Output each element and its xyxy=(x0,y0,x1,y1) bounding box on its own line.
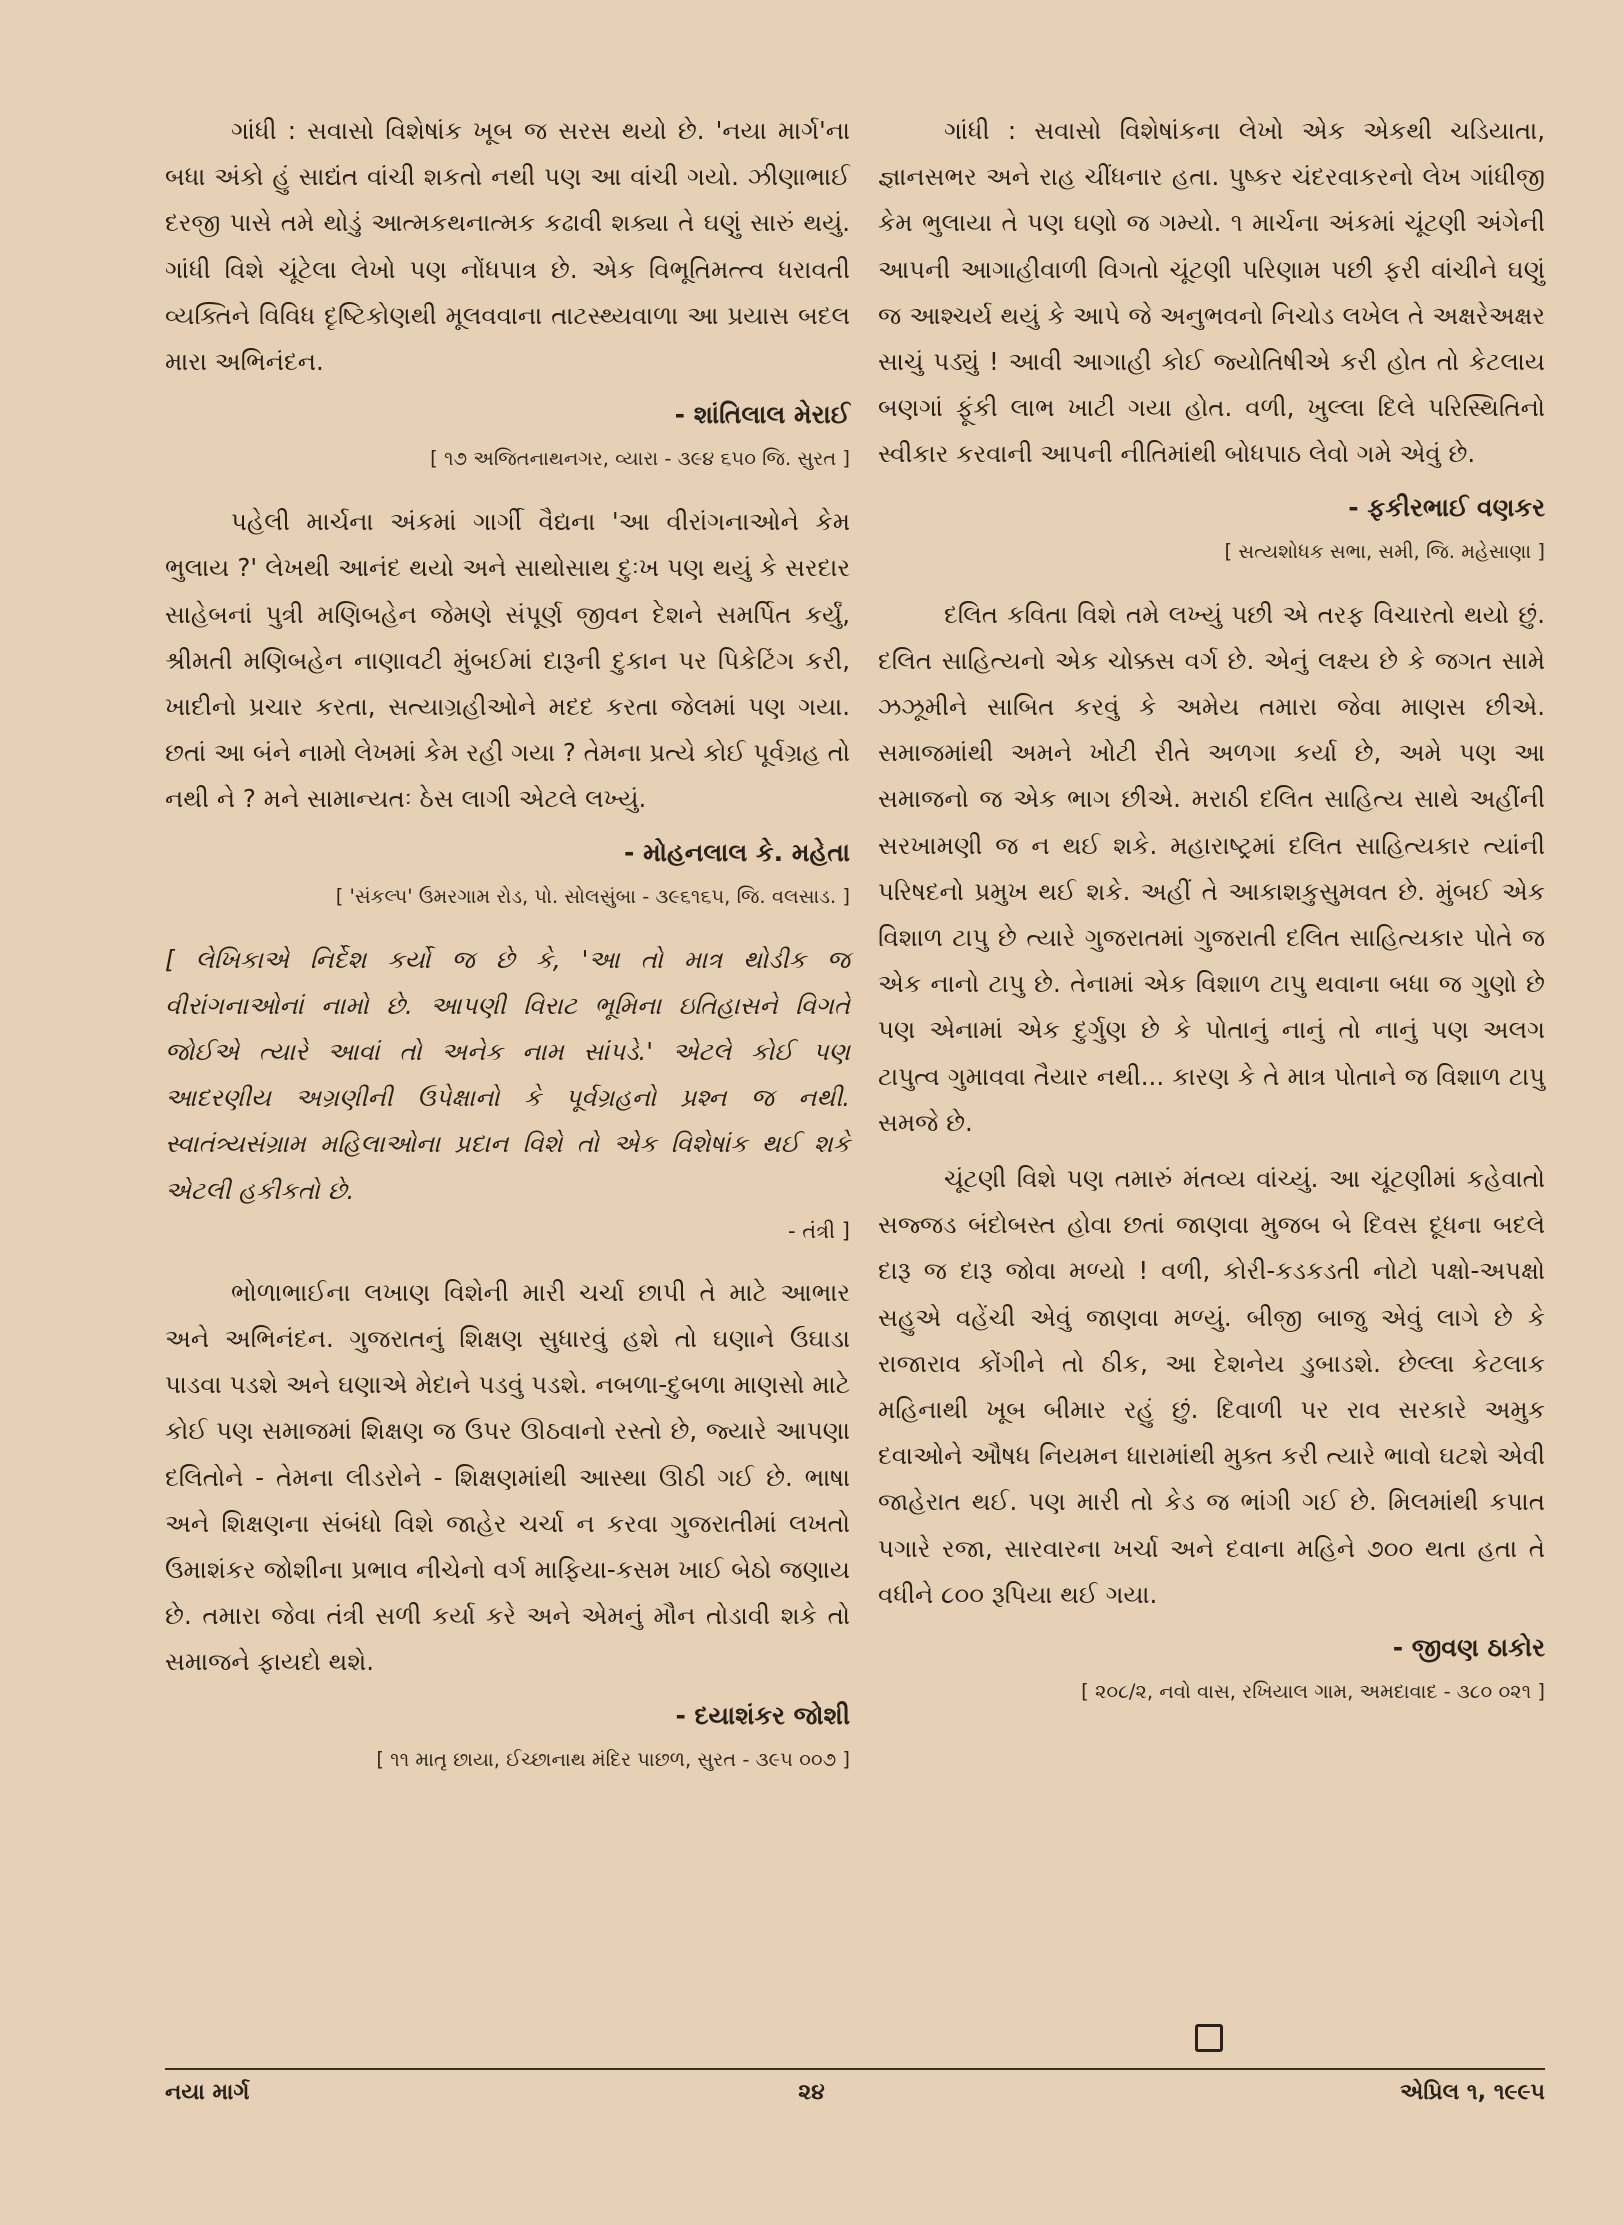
letter-text: ગાંધી : સવાસો વિશેષાંકના લેખો એક એકથી ચડિયાતા, જ્ઞાનસભર અને રાહ ચીંધનાર હતા. પુષ્કર ચંદરવાકરનો લેખ ગાંધીજી કેમ ભુલાયા તે પણ ઘણો જ ગમ્યો. ૧ માર્ચના અંકમાં ચૂંટણી અંગેની આપની આગાહીવાળી વિગતો ચૂંટણી પરિણામ પછી ફરી વાંચીને ઘણું જ આશ્ચર્ય થયું કે આપે જે અનુભવનો નિચોડ લખેલ તે અક્ષરેઅક્ષર સાચું પડ્યું ! આવી આગાહી કોઈ જ્યોતિષીએ કરી હોત તો કેટલાય બણગાં ફૂંકી લાભ ખાટી ગયા હોત. વળી, ખુલ્લા દિલે પરિસ્થિતિનો સ્વીકાર કરવાની આપની નીતિમાંથી બોધપાઠ લેવો ગમે એવું છે. xyxy=(878,116,1545,469)
letter-address: [ ૧૧ માતૃ છાયા, ઈચ્છાનાથ મંદિર પાછળ, સુરત - ૩૯૫ ૦૦૭ ] xyxy=(376,1747,850,1771)
editor-note: [ લેખિકાએ નિર્દેશ કર્યો જ છે કે, 'આ તો માત્ર થોડીક જ વીરાંગનાઓનાં નામો છે. આપણી વિરાટ ભૂમિના ઇતિહાસને વિગતે જોઈએ ત્યારે આવાં તો અનેક નામ સાંપડે.' એટલે કોઈ પણ આદરણીય અગ્રણીની ઉપેક્ષાનો કે પૂર્વગ્રહનો પ્રશ્ન જ નથી. સ્વાતંત્ર્યસંગ્રામ મહિલાઓના પ્રદાન વિશે તો એક વિશેષાંક થઈ શકે એટલી હકીકતો છે. xyxy=(165,944,850,1205)
letter-text: ગાંધી : સવાસો વિશેષાંક ખૂબ જ સરસ થયો છે. 'નયા માર્ગ'ના બધા અંકો હું સાદ્યંત વાંચી શકતો નથી પણ આ વાંચી ગયો. ઝીણાભાઈ દરજી પાસે તમે થોડું આત્મકથનાત્મક કઢાવી શક્યા તે ઘણું સારું થયું. ગાંધી વિશે ચૂંટેલા લેખો પણ નોંધપાત્ર છે. એક વિભૂતિમત્ત્વ ધરાવતી વ્યક્તિને વિવિધ દૃષ્ટિકોણથી મૂલવવાના તાટસ્થ્યવાળા આ પ્રયાસ બદલ મારા અભિનંદન. xyxy=(165,116,850,377)
letter-address: [ ૨૦૮/૨, નવો વાસ, રખિયાલ ગામ, અમદાવાદ - ૩૮૦ ૦૨૧ ] xyxy=(1081,1680,1545,1704)
end-of-article-square-icon xyxy=(1195,2024,1223,2052)
footer-divider xyxy=(165,2068,1545,2070)
editor-signature: - તંત્રી ] xyxy=(788,1218,850,1243)
letter-signature: - ફકીરભાઈ વણકર xyxy=(1348,492,1545,522)
letter-text: ભોળાભાઈના લખાણ વિશેની મારી ચર્ચા છાપી તે માટે આભાર અને અભિનંદન. ગુજરાતનું શિક્ષણ સુધારવું હશે તો ઘણાને ઉઘાડા પાડવા પડશે અને ઘણાએ મેદાને પડવું પડશે. નબળા-દુબળા માણસો માટે કોઈ પણ સમાજમાં શિક્ષણ જ ઉપર ઊઠવાનો રસ્તો છે, જ્યારે આપણા દલિતોને - તેમના લીડરોને - શિક્ષણમાંથી આસ્થા ઊઠી ગઈ છે. ભાષા અને શિક્ષણના સંબંધો વિશે જાહેર ચર્ચા ન કરવા ગુજરાતીમાં લખતો ઉમાશંકર જોશીના પ્રભાવ નીચેનો વર્ગ માફિયા-કસમ ખાઈ બેઠો જણાય છે. તમારા જેવા તંત્રી સળી કર્યા કરે અને એમનું મૌન તોડાવી શકે તો સમાજને ફાયદો થશે. xyxy=(165,1277,850,1677)
left-column xyxy=(165,108,850,1800)
letter-text: ચૂંટણી વિશે પણ તમારું મંતવ્ય વાંચ્યું. આ ચૂંટણીમાં કહેવાતો સજ્જડ બંદોબસ્ત હોવા છતાં જાણવા મુજબ બે દિવસ દૂધના બદલે દારૂ જ દારૂ જોવા મળ્યો ! વળી, કોરી-કડકડતી નોટો પક્ષો-અપક્ષો સહુએ વહેંચી એવું જાણવા મળ્યું. બીજી બાજુ એવું લાગે છે કે રાજારાવ કોંગીને તો ઠીક, આ દેશનેય ડુબાડશે. છેલ્લા કેટલાક મહિનાથી ખૂબ બીમાર રહું છું. દિવાળી પર રાવ સરકારે અમુક દવાઓને ઔષધ નિયમન ધારામાંથી મુક્ત કરી ત્યારે ભાવો ઘટશે એવી જાહેરાત થઈ. પણ મારી તો કેડ જ ભાંગી ગઈ છે. મિલમાંથી કપાત પગારે રજા, સારવારના ખર્ચા અને દવાના મહિને ૭૦૦ થતા હતા તે વધીને ૮૦૦ રૂપિયા થઈ ગયા. xyxy=(878,1164,1545,1609)
letter-signature: - જીવણ ઠાકોર xyxy=(1392,1633,1545,1663)
letter-address: [ સત્યશોધક સભા, સમી, જિ. મહેસાણા ] xyxy=(1224,539,1545,563)
footer-magazine-name: નયા માર્ગ xyxy=(165,2080,250,2105)
letter-address: [ ૧૭ અજિતનાથનગર, વ્યારા - ૩૯૪ ૬૫૦ જિ. સુરત ] xyxy=(430,447,850,471)
letter-signature: - શાંતિલાલ મેરાઈ xyxy=(674,400,850,430)
letter-signature: - દયાશંકર જોશી xyxy=(675,1700,850,1730)
letter-signature: - મોહનલાલ કે. મહેતા xyxy=(624,837,850,867)
footer-page-number: ૨૪ xyxy=(798,2080,825,2105)
letter-text: દલિત કવિતા વિશે તમે લખ્યું પછી એ તરફ વિચારતો થયો છું. દલિત સાહિત્યનો એક ચોક્કસ વર્ગ છે. એનું લક્ષ્ય છે કે જગત સામે ઝઝૂમીને સાબિત કરવું કે અમેય તમારા જેવા માણસ છીએ. સમાજમાંથી અમને ખોટી રીતે અળગા કર્યા છે, અમે પણ આ સમાજનો જ એક ભાગ છીએ. મરાઠી દલિત સાહિત્ય સાથે અહીંની સરખામણી જ ન થઈ શકે. મહારાષ્ટ્રમાં દલિત સાહિત્યકાર ત્યાંની પરિષદનો પ્રમુખ થઈ શકે. અહીં તે આકાશકુસુમવત છે. મુંબઈ એક વિશાળ ટાપુ છે ત્યારે ગુજરાતમાં ગુજરાતી દલિત સાહિત્યકાર પોતે જ એક નાનો ટાપુ છે. તેનામાં એક વિશાળ ટાપુ થવાના બધા જ ગુણો છે પણ એનામાં એક દુર્ગુણ છે કે પોતાનું નાનું તો નાનું પણ અલગ ટાપુત્વ ગુમાવવા તૈયાર નથી... કારણ કે તે માત્ર પોતાને જ વિશાળ ટાપુ સમજે છે. xyxy=(878,599,1545,1137)
footer-date: એપ્રિલ ૧, ૧૯૯૫ xyxy=(1400,2080,1545,2105)
letter-address: [ 'સંકલ્પ' ઉમરગામ રોડ, પો. સોલસુંબા - ૩૯૬૧૬૫, જિ. વલસાડ. ] xyxy=(335,884,850,908)
right-column xyxy=(878,108,1545,1732)
letter-text: પહેલી માર્ચના અંકમાં ગાર્ગી વૈદ્યના 'આ વીરાંગનાઓને કેમ ભુલાય ?' લેખથી આનંદ થયો અને સાથોસાથ દુઃખ પણ થયું કે સરદાર સાહેબનાં પુત્રી મણિબહેન જેમણે સંપૂર્ણ જીવન દેશને સમર્પિત કર્યું, શ્રીમતી મણિબહેન નાણાવટી મુંબઈમાં દારૂની દુકાન પર પિકેટિંગ કરી, ખાદીનો પ્રચાર કરતા, સત્યાગ્રહીઓને મદદ કરતા જેલમાં પણ ગયા. છતાં આ બંને નામો લેખમાં કેમ રહી ગયા ? તેમના પ્રત્યે કોઈ પૂર્વગ્રહ તો નથી ને ? મને સામાન્યતઃ ઠેસ લાગી એટલે લખ્યું. xyxy=(165,507,850,814)
